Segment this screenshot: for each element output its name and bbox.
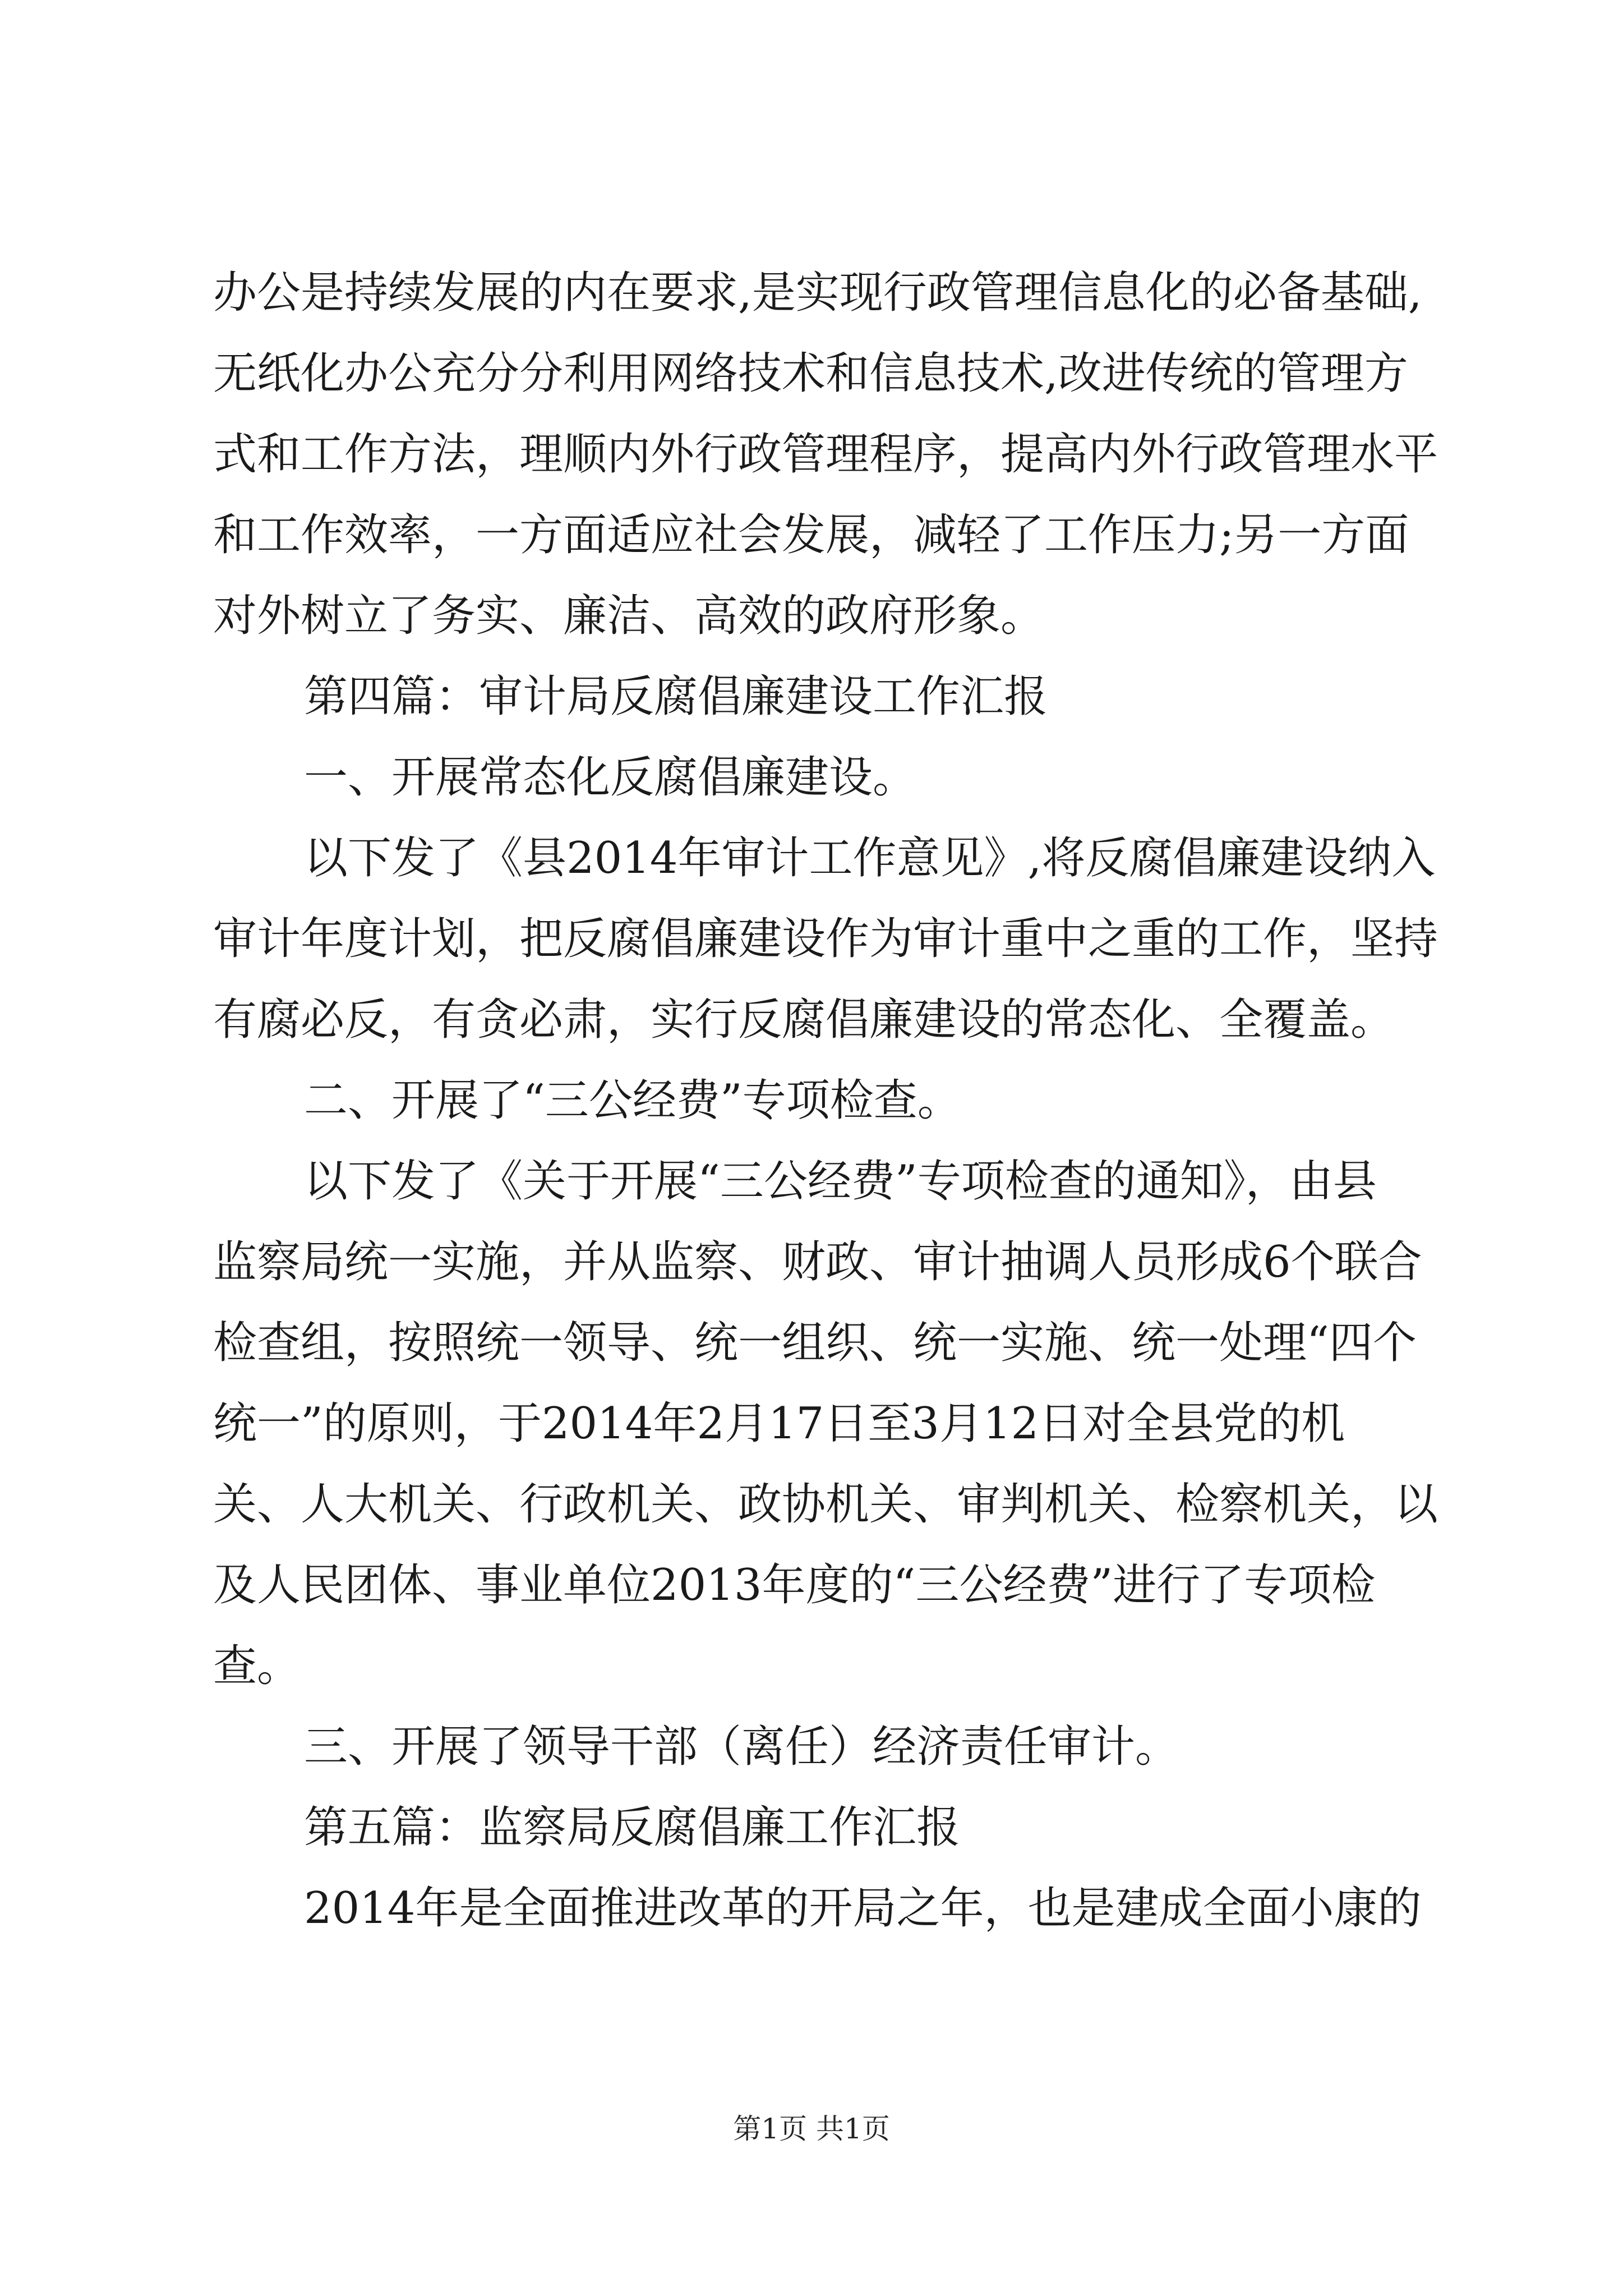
body-line: 审计年度计划，把反腐倡廉建设作为审计重中之重的工作，坚持	[213, 914, 1438, 964]
body-line: 检查组，按照统一领导、统一组织、统一实施、统一处理“四个	[213, 1318, 1417, 1368]
subsection-heading: 三、开展了领导干部（离任）经济责任审计。	[304, 1722, 1179, 1772]
body-line: 式和工作方法，理顺内外行政管理程序，提高内外行政管理水平	[213, 429, 1438, 480]
body-line: 监察局统一实施，并从监察、财政、审计抽调人员形成6个联合	[213, 1237, 1422, 1287]
section-heading: 第四篇：审计局反腐倡廉建设工作汇报	[304, 671, 1048, 722]
body-line: 办公是持续发展的内在要求,是实现行政管理信息化的必备基础,	[213, 268, 1422, 318]
subsection-heading: 二、开展了“三公经费”专项检查。	[304, 1075, 961, 1126]
body-line: 有腐必反，有贪必肃，实行反腐倡廉建设的常态化、全覆盖。	[213, 995, 1395, 1045]
body-line: 关、人大机关、行政机关、政协机关、审判机关、检察机关，以	[213, 1479, 1438, 1530]
body-line: 统一”的原则，于2014年2月17日至3月12日对全县党的机	[213, 1398, 1345, 1449]
body-line: 查。	[213, 1641, 301, 1691]
body-line: 和工作效率，一方面适应社会发展，减轻了工作压力;另一方面	[213, 510, 1409, 560]
body-line: 以下发了《县2014年审计工作意见》,将反腐倡廉建设纳入	[304, 833, 1436, 884]
section-heading: 第五篇：监察局反腐倡廉工作汇报	[304, 1802, 961, 1853]
body-line: 以下发了《关于开展“三公经费”专项检查的通知》，由县	[304, 1156, 1377, 1207]
body-line: 对外树立了务实、廉洁、高效的政府形象。	[213, 591, 1045, 641]
body-line: 2014年是全面推进改革的开局之年，也是建成全面小康的	[304, 1883, 1422, 1934]
page-footer: 第1页 共1页	[733, 2113, 890, 2145]
body-line: 及人民团体、事业单位2013年度的“三公经费”进行了专项检	[213, 1560, 1376, 1611]
subsection-heading: 一、开展常态化反腐倡廉建设。	[304, 752, 917, 803]
body-line: 无纸化办公充分分利用网络技术和信息技术,改进传统的管理方	[213, 348, 1408, 399]
